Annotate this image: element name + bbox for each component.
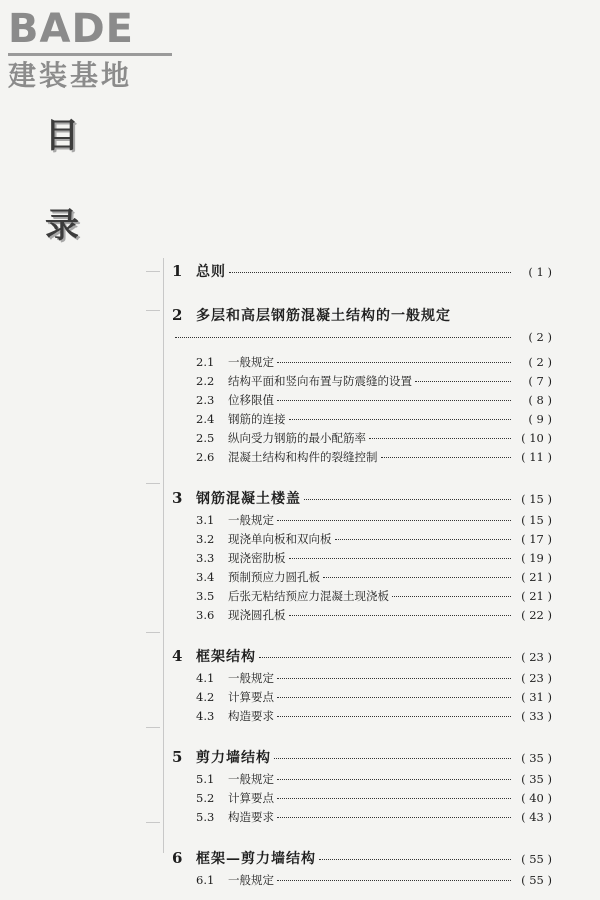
margin-tick	[146, 727, 160, 728]
page-number: ( 11 )	[521, 450, 552, 464]
section-title: 构造要求	[228, 709, 274, 723]
chapter-number: 1	[172, 262, 183, 280]
chapter-number: 6	[172, 849, 183, 867]
page-number: ( 10 )	[521, 431, 552, 445]
margin-tick	[146, 632, 160, 633]
dot-leader	[277, 400, 511, 401]
toc-section-2-4[interactable]	[172, 410, 552, 429]
margin-tick	[146, 483, 160, 484]
section-number: 3.3	[196, 551, 215, 565]
page-number: ( 21 )	[521, 589, 552, 603]
page-number: ( 2 )	[528, 355, 552, 369]
section-number: 3.5	[196, 589, 215, 603]
section-title: 位移限值	[228, 393, 274, 407]
dot-leader	[277, 697, 511, 698]
chapter-number: 3	[172, 489, 183, 507]
page-number: ( 21 )	[521, 570, 552, 584]
dot-leader	[304, 499, 511, 500]
dot-leader	[277, 678, 511, 679]
section-number: 4.2	[196, 690, 215, 704]
section-title: 一般规定	[228, 772, 274, 786]
section-number: 4.1	[196, 671, 215, 685]
chapter-title: 剪力墙结构	[196, 750, 271, 766]
section-title: 后张无粘结预应力混凝土现浇板	[228, 589, 389, 603]
chapter-title: 钢筋混凝土楼盖	[196, 491, 301, 507]
page-number: ( 33 )	[521, 709, 552, 723]
chapter-title: 多层和高层钢筋混凝土结构的一般规定	[196, 308, 451, 324]
page-number: ( 9 )	[528, 412, 552, 426]
page-number: ( 55 )	[521, 852, 552, 866]
page-number: ( 55 )	[521, 873, 552, 887]
margin-rule	[163, 258, 164, 853]
section-title: 结构平面和竖向布置与防震缝的设置	[228, 374, 412, 388]
dot-leader	[369, 438, 511, 439]
toc-chapter-2[interactable]	[172, 302, 552, 328]
dot-leader	[289, 615, 512, 616]
logo-english-text: BADE	[8, 6, 134, 52]
dot-leader	[259, 657, 511, 658]
page-number: ( 15 )	[521, 492, 552, 506]
table-of-contents	[172, 258, 552, 890]
dot-leader	[335, 539, 512, 540]
chapter-number: 2	[172, 306, 183, 324]
dot-leader	[175, 337, 511, 338]
logo-chinese-text: 建装基地	[8, 59, 133, 92]
toc-section-3-1[interactable]	[172, 511, 552, 530]
section-title: 构造要求	[228, 810, 274, 824]
dot-leader	[392, 596, 511, 597]
chapter-number: 4	[172, 647, 183, 665]
toc-section-4-2[interactable]	[172, 688, 552, 707]
page-number: ( 23 )	[521, 650, 552, 664]
dot-leader	[319, 859, 511, 860]
logo-divider	[8, 53, 172, 56]
dot-leader	[229, 272, 511, 273]
margin-tick	[146, 822, 160, 823]
dot-leader	[277, 779, 511, 780]
dot-leader	[277, 798, 511, 799]
heading-char-2: 录	[45, 206, 79, 246]
toc-section-3-5[interactable]	[172, 587, 552, 606]
section-number: 2.1	[196, 355, 215, 369]
section-number: 5.3	[196, 810, 215, 824]
section-number: 2.4	[196, 412, 215, 426]
section-title: 一般规定	[228, 671, 274, 685]
section-number: 2.6	[196, 450, 215, 464]
toc-section-3-4[interactable]	[172, 568, 552, 587]
dot-leader	[277, 520, 511, 521]
chapter-title: 框架结构	[196, 649, 256, 665]
margin-tick	[146, 310, 160, 311]
toc-section-3-3[interactable]	[172, 549, 552, 568]
toc-section-2-1[interactable]	[172, 353, 552, 372]
page-number: ( 15 )	[521, 513, 552, 527]
section-number: 2.5	[196, 431, 215, 445]
dot-leader	[274, 758, 511, 759]
toc-chapter-1[interactable]	[172, 258, 552, 284]
toc-chapter-6[interactable]	[172, 845, 552, 871]
toc-section-2-2[interactable]	[172, 372, 552, 391]
toc-section-6-1[interactable]	[172, 871, 552, 890]
section-title: 一般规定	[228, 873, 274, 887]
dot-leader	[323, 577, 511, 578]
toc-section-4-3[interactable]	[172, 707, 552, 726]
dot-leader	[289, 419, 512, 420]
section-number: 3.1	[196, 513, 215, 527]
toc-chapter-2-page-line	[172, 328, 552, 347]
margin-tick	[146, 271, 160, 272]
page-number: ( 35 )	[521, 772, 552, 786]
section-number: 5.1	[196, 772, 215, 786]
section-title: 钢筋的连接	[228, 412, 286, 426]
section-title: 现浇单向板和双向板	[228, 532, 332, 546]
page-number: ( 31 )	[521, 690, 552, 704]
section-number: 3.6	[196, 608, 215, 622]
section-title: 计算要点	[228, 791, 274, 805]
heading-char-1: 目	[45, 116, 79, 156]
section-number: 2.2	[196, 374, 215, 388]
page-number: ( 7 )	[528, 374, 552, 388]
page-number: ( 1 )	[528, 265, 552, 279]
publisher-logo	[8, 6, 178, 92]
toc-chapter-4[interactable]	[172, 643, 552, 669]
dot-leader	[415, 381, 511, 382]
toc-section-2-5[interactable]	[172, 429, 552, 448]
section-title: 一般规定	[228, 355, 274, 369]
section-number: 6.1	[196, 873, 215, 887]
toc-section-2-3[interactable]	[172, 391, 552, 410]
chapter-title: 框架—剪力墙结构	[196, 851, 316, 867]
dot-leader	[277, 362, 511, 363]
toc-section-3-6[interactable]	[172, 606, 552, 625]
toc-section-4-1[interactable]	[172, 669, 552, 688]
section-number: 3.4	[196, 570, 215, 584]
section-title: 一般规定	[228, 513, 274, 527]
page-number: ( 35 )	[521, 751, 552, 765]
toc-section-2-6[interactable]	[172, 448, 552, 467]
page-number: ( 40 )	[521, 791, 552, 805]
dot-leader	[381, 457, 512, 458]
toc-section-5-2[interactable]	[172, 789, 552, 808]
section-number: 5.2	[196, 791, 215, 805]
section-title: 混凝土结构和构件的裂缝控制	[228, 450, 378, 464]
page-number: ( 2 )	[528, 330, 552, 344]
section-number: 3.2	[196, 532, 215, 546]
toc-section-5-1[interactable]	[172, 770, 552, 789]
chapter-title: 总则	[196, 264, 226, 280]
dot-leader	[277, 880, 511, 881]
page-number: ( 19 )	[521, 551, 552, 565]
page-number: ( 8 )	[528, 393, 552, 407]
toc-section-3-2[interactable]	[172, 530, 552, 549]
dot-leader	[277, 716, 511, 717]
section-title: 计算要点	[228, 690, 274, 704]
section-number: 4.3	[196, 709, 215, 723]
section-number: 2.3	[196, 393, 215, 407]
section-title: 预制预应力圆孔板	[228, 570, 320, 584]
toc-chapter-3[interactable]	[172, 485, 552, 511]
chapter-number: 5	[172, 748, 183, 766]
dot-leader	[289, 558, 512, 559]
page-number: ( 17 )	[521, 532, 552, 546]
toc-chapter-5[interactable]	[172, 744, 552, 770]
toc-section-5-3[interactable]	[172, 808, 552, 827]
dot-leader	[277, 817, 511, 818]
page-number: ( 23 )	[521, 671, 552, 685]
page-number: ( 43 )	[521, 810, 552, 824]
section-title: 现浇圆孔板	[228, 608, 286, 622]
section-title: 纵向受力钢筋的最小配筋率	[228, 431, 366, 445]
section-title: 现浇密肋板	[228, 551, 286, 565]
page-number: ( 22 )	[521, 608, 552, 622]
